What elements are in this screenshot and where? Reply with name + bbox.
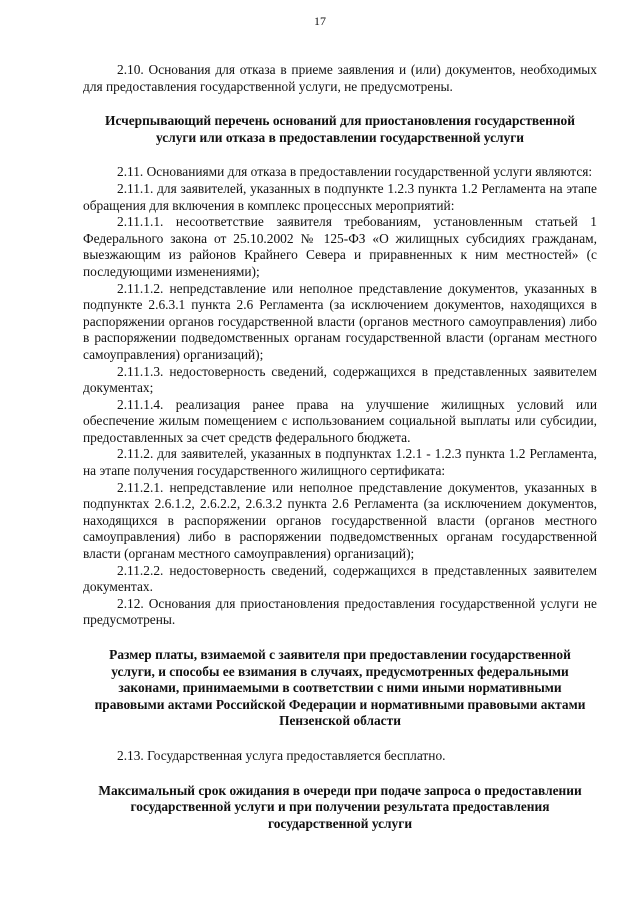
paragraph-2-11-2-1: 2.11.2.1. непредставление или неполное представление документов, указанных в подпунктах 2.6.1.2, 2.6.2.2, 2.6.3.2 пункта 2.6 Регламента (за исключением документов, находящихся в распоряжении органов государственной власти (органов местного самоуправления) либо в распоряжении подведомственных органам государственной власти (органам местного самоуправления) организаций); [83, 479, 597, 562]
paragraph-2-11-1-3: 2.11.1.3. недостоверность сведений, содержащихся в представленных заявителем документах; [83, 363, 597, 396]
page-content [83, 62, 597, 832]
paragraph-2-10: 2.10. Основания для отказа в приеме заявления и (или) документов, необходимых для предоставления государственной услуги, не предусмотрены. [83, 62, 597, 94]
paragraph-2-11-1-4: 2.11.1.4. реализация ранее права на улучшение жилищных условий или обеспечение жилым помещением с использованием социальной выплаты или субсидии, предоставленных за счет средств федерального бюджета. [83, 396, 597, 445]
page-number: 17 [314, 14, 326, 28]
paragraph-2-11-1-2: 2.11.1.2. непредставление или неполное представление документов, указанных в подпункте 2.6.3.1 пункта 2.6 Регламента (за исключением документов, находящихся в распоряжении органов государственной власти (органов местного самоуправления) либо в распоряжении подведомственных органам государственной власти (органам местного самоуправления) организаций); [83, 280, 597, 362]
paragraph-2-11-1: 2.11.1. для заявителей, указанных в подпункте 1.2.3 пункта 1.2 Регламента на этапе обращения для включения в комплекс процессных мероприятий: [83, 180, 597, 213]
paragraph-2-11: 2.11. Основаниями для отказа в предоставлении государственной услуги являются: [117, 164, 593, 180]
section-heading-fee: Размер платы, взимаемой с заявителя при предоставлении государственной услуги, и способы ее взимания в случаях, предусмотренных федеральными законами, принимаемыми в соответствии с ними иными нормативными правовыми актами Российской Федерации и нормативными правовыми актами Пензенской области [94, 647, 586, 729]
paragraph-2-11-1-1: 2.11.1.1. несоответствие заявителя требованиям, установленным статьей 1 Федерального закона от 25.10.2002 № 125-ФЗ «О жилищных субсидиях гражданам, выезжающим из районов Крайнего Севера и приравненных к ним местностей» (с последующими изменениями); [83, 214, 597, 279]
paragraph-2-11-2-2: 2.11.2.2. недостоверность сведений, содержащихся в представленных заявителем документах. [83, 562, 597, 595]
paragraph-2-12: 2.12. Основания для приостановления предоставления государственной услуги не предусмотрены. [83, 595, 597, 628]
paragraph-2-11-2: 2.11.2. для заявителей, указанных в подпунктах 1.2.1 - 1.2.3 пункта 1.2 Регламента, на этапе получения государственного жилищного сертификата: [83, 446, 597, 479]
section-heading-grounds-for-refusal: Исчерпывающий перечень оснований для приостановления государственной услуги или отказа в предоставлении государственной услуги [105, 113, 575, 145]
paragraph-2-13: 2.13. Государственная услуга предоставляется бесплатно. [117, 747, 446, 763]
section-heading-waiting-time: Максимальный срок ожидания в очереди при подаче запроса о предоставлении государственной услуги и при получении результата предоставления государственной услуги [98, 782, 582, 831]
